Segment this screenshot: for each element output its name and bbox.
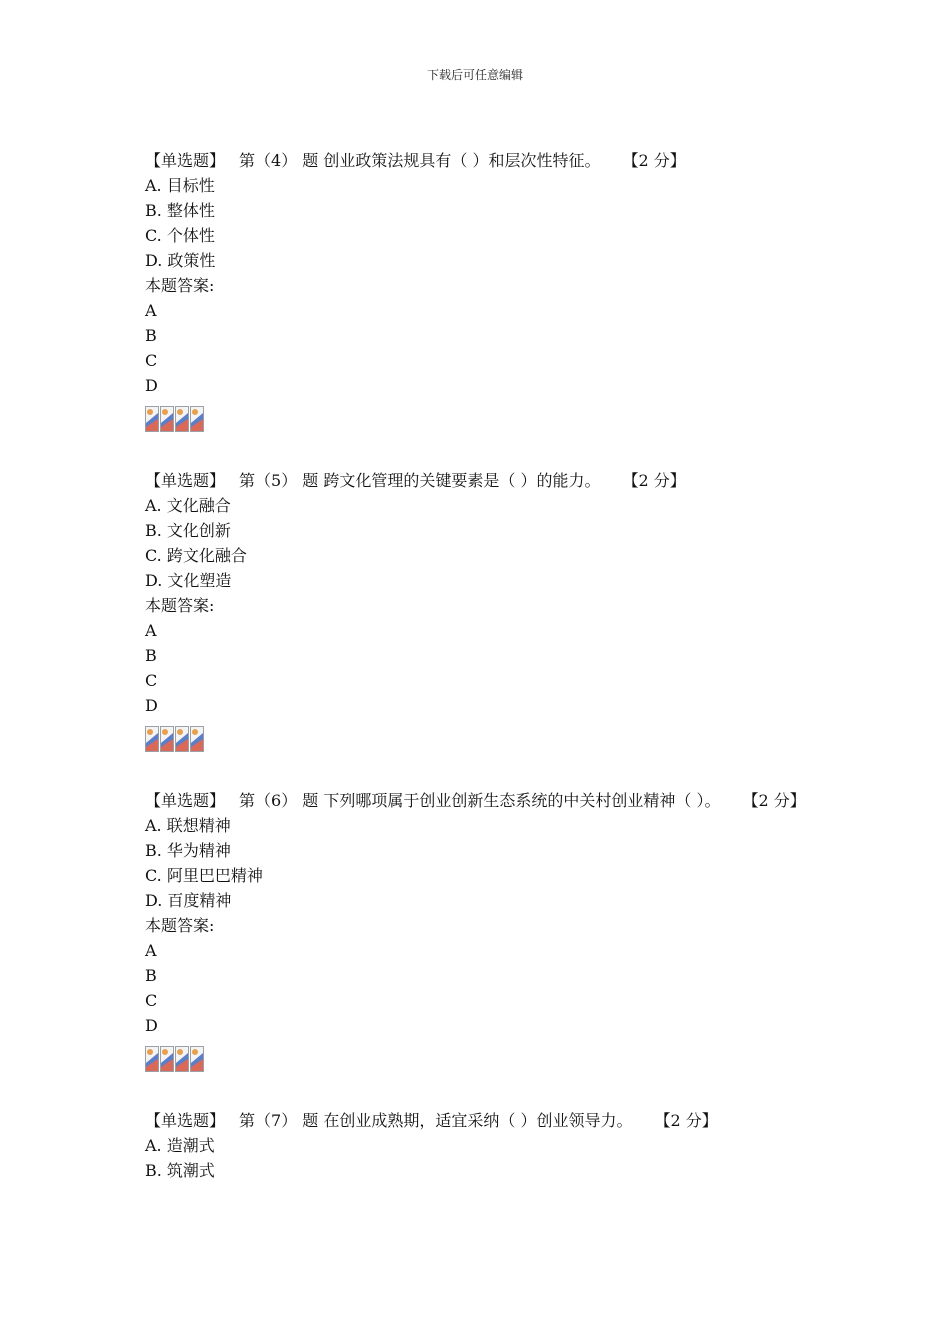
broken-image-icon [175, 406, 189, 432]
broken-image-icon [160, 726, 174, 752]
answer-b[interactable]: B [145, 646, 157, 665]
answer-c[interactable]: C [145, 671, 158, 690]
question-type: 【单选题】 [145, 791, 226, 810]
question-score: 【2 分】 [742, 791, 806, 810]
answer-a[interactable]: A [145, 301, 157, 320]
broken-image-icon [145, 406, 159, 432]
question-header [145, 788, 810, 813]
question-list [145, 148, 815, 1207]
question-5 [145, 468, 815, 752]
broken-image-icon [145, 1046, 159, 1072]
answer-c[interactable]: C [145, 991, 158, 1010]
question-type: 【单选题】 [145, 1111, 226, 1130]
question-type: 【单选题】 [145, 151, 226, 170]
option-b[interactable]: B. 华为精神 [145, 841, 231, 860]
image-placeholder-strip [145, 1046, 815, 1072]
option-a[interactable]: A. 联想精神 [145, 816, 231, 835]
option-a[interactable]: A. 目标性 [145, 176, 215, 195]
broken-image-icon [145, 726, 159, 752]
question-number: 第（6） 题 [239, 791, 319, 810]
answer-a[interactable]: A [145, 621, 157, 640]
broken-image-icon [160, 1046, 174, 1072]
question-score: 【2 分】 [654, 1111, 718, 1130]
broken-image-icon [190, 726, 204, 752]
option-b[interactable]: B. 文化创新 [145, 521, 231, 540]
option-c[interactable]: C. 阿里巴巴精神 [145, 866, 263, 885]
question-text: 跨文化管理的关键要素是（ ）的能力。 [323, 471, 601, 490]
option-d[interactable]: D. 政策性 [145, 251, 216, 270]
answer-label: 本题答案: [145, 916, 215, 935]
broken-image-icon [175, 1046, 189, 1072]
answer-b[interactable]: B [145, 326, 157, 345]
broken-image-icon [190, 1046, 204, 1072]
answer-d[interactable]: D [145, 1016, 158, 1035]
question-score: 【2 分】 [622, 471, 686, 490]
broken-image-icon [175, 726, 189, 752]
broken-image-icon [160, 406, 174, 432]
question-text: 在创业成熟期，适宜采纳（ ）创业领导力。 [323, 1111, 633, 1130]
answer-b[interactable]: B [145, 966, 157, 985]
option-a[interactable]: A. 造潮式 [145, 1136, 215, 1155]
question-7 [145, 1108, 815, 1183]
answer-c[interactable]: C [145, 351, 158, 370]
image-placeholder-strip [145, 406, 815, 432]
option-b[interactable]: B. 整体性 [145, 201, 215, 220]
question-header [145, 1108, 815, 1133]
question-type: 【单选题】 [145, 471, 226, 490]
question-header [145, 468, 815, 493]
answer-d[interactable]: D [145, 376, 158, 395]
option-a[interactable]: A. 文化融合 [145, 496, 231, 515]
question-4 [145, 148, 815, 432]
option-b[interactable]: B. 筑潮式 [145, 1161, 215, 1180]
question-text: 下列哪项属于创业创新生态系统的中关村创业精神（ ）。 [323, 791, 721, 810]
question-text: 创业政策法规具有（ ）和层次性特征。 [323, 151, 601, 170]
option-c[interactable]: C. 个体性 [145, 226, 215, 245]
question-6 [145, 788, 815, 1072]
question-score: 【2 分】 [622, 151, 686, 170]
question-number: 第（5） 题 [239, 471, 319, 490]
image-placeholder-strip [145, 726, 815, 752]
option-d[interactable]: D. 文化塑造 [145, 571, 232, 590]
answer-a[interactable]: A [145, 941, 157, 960]
question-number: 第（4） 题 [239, 151, 319, 170]
answer-label: 本题答案: [145, 276, 215, 295]
question-header [145, 148, 815, 173]
page-header-note: 下载后可任意编辑 [426, 68, 523, 82]
answer-label: 本题答案: [145, 596, 215, 615]
question-number: 第（7） 题 [239, 1111, 319, 1130]
answer-d[interactable]: D [145, 696, 158, 715]
option-d[interactable]: D. 百度精神 [145, 891, 232, 910]
option-c[interactable]: C. 跨文化融合 [145, 546, 247, 565]
broken-image-icon [190, 406, 204, 432]
